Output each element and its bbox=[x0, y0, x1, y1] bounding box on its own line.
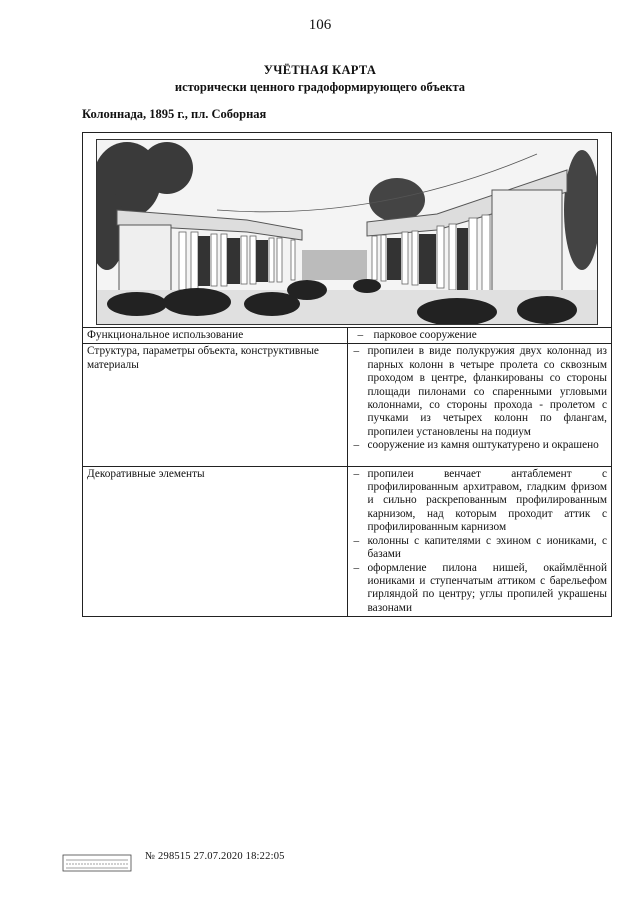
row-content-structure bbox=[347, 344, 612, 466]
page-number: 106 bbox=[308, 17, 332, 33]
row-function bbox=[83, 328, 612, 344]
function-list bbox=[352, 329, 608, 342]
colonnade-photo bbox=[96, 139, 598, 325]
list-item: – пропилеи в виде полукружия двух колоннад из парных колонн в четыре пролета со сквозным проходом в центре, фланкированы со стороны площади пилонами со спаренными угловыми колоннами, со стороны прохода - пролетом с пучками из четырех колонн по флангам, пропилеи установлены на подиум bbox=[352, 345, 608, 439]
card-subtitle: исторически ценного градоформирующего объекта bbox=[174, 80, 466, 94]
row-label-structure: Структура, параметры объекта, конструктивные материалы bbox=[83, 344, 348, 466]
photo-cell bbox=[83, 133, 612, 328]
doc-datetime: 27.07.2020 18:22:05 bbox=[193, 851, 285, 862]
row-label-function: Функциональное использование bbox=[83, 328, 348, 344]
row-label-decor: Декоративные элементы bbox=[83, 466, 348, 616]
list-item: – пропилеи венчает антаблемент с профилированным архитравом, гладким фризом и сильно раскрепованным профилированным карнизом, над которым проходит аттик с профилированным карнизом bbox=[352, 468, 608, 535]
footer-meta bbox=[145, 851, 285, 862]
row-structure bbox=[83, 344, 612, 466]
row-content-decor bbox=[347, 466, 612, 616]
card-title: УЧЁТНАЯ КАРТА bbox=[263, 63, 377, 77]
row-content-function bbox=[347, 328, 612, 344]
row-decor bbox=[83, 466, 612, 616]
photo-row bbox=[83, 133, 612, 328]
list-item: – сооружение из камня оштукатурено и окрашено bbox=[352, 439, 608, 452]
structure-list bbox=[352, 345, 608, 452]
decor-list bbox=[352, 468, 608, 615]
colonnade-photo-icon bbox=[97, 140, 597, 324]
record-card-table bbox=[82, 132, 612, 617]
object-name: Колоннада, 1895 г., пл. Соборная bbox=[82, 107, 267, 121]
list-item: – колонны с капителями с эхином с иониками, с базами bbox=[352, 535, 608, 562]
list-item: – оформление пилона нишей, окаймлённой иониками и ступенчатым аттиком с барельефом гирляндой по центру; углы пропилей украшены вазонами bbox=[352, 562, 608, 616]
list-item: – парковое сооружение bbox=[352, 329, 608, 342]
doc-number: № 298515 bbox=[145, 851, 191, 862]
registry-stamp-icon bbox=[62, 854, 132, 872]
